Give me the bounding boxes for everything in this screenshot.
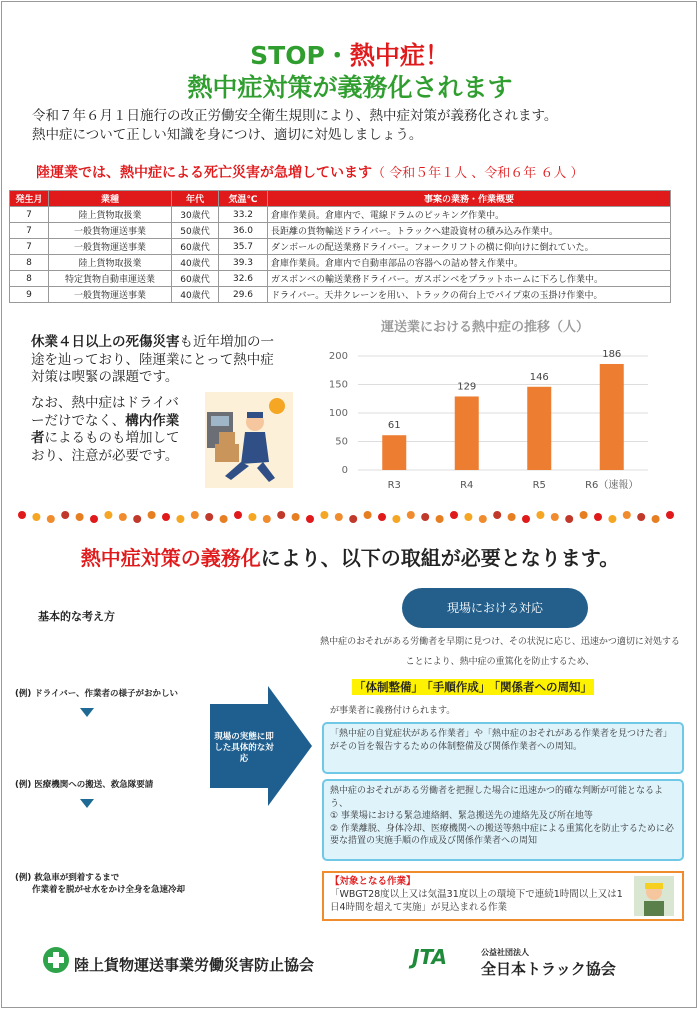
leaf-icon <box>47 515 55 523</box>
col-description: 事案の業務・作業概要 <box>268 191 671 207</box>
basic-approach-label: 基本的な考え方 <box>38 610 115 623</box>
leaf-icon <box>148 511 156 519</box>
leaf-icon <box>565 515 573 523</box>
onsite-response-pill: 現場における対応 <box>402 588 588 628</box>
table-row <box>10 239 671 255</box>
leaf-icon <box>407 511 415 519</box>
leaf-icon <box>450 511 458 519</box>
worker-photo-icon <box>634 876 674 916</box>
leaf-icon <box>637 513 645 521</box>
step-respond: 対処する <box>54 829 122 849</box>
leaf-icon <box>162 513 170 521</box>
injury-paragraph: 休業４日以上の死傷災害も近年増加の一途を辿っており、陸運業にとって熱中症対策は喫緊の課題です。 <box>31 334 274 385</box>
fatal-cases-table <box>9 190 671 303</box>
target-work-box: 【対象となる作業】 「WBGT28度以上又は気温31度以上の環境下で連続1時間以上又は1日4時間を超えて実施」が見込まれる作業 <box>322 871 684 921</box>
y-tick-label: 150 <box>328 379 348 391</box>
table-cell: 36.0 <box>219 223 268 239</box>
x-tick-label: R6（速報） <box>585 480 639 491</box>
data-label: 146 <box>529 371 549 383</box>
table-cell: 35.7 <box>219 239 268 255</box>
x-tick-label: R4 <box>460 480 474 491</box>
intro-text: 令和７年６月１日施行の改正労働安全衛生規則により、熱中症対策が義務化されます。 熱中症について正しい知識を身につけ、適切に対処しましょう。 <box>32 108 558 143</box>
response-text: 熱中症のおそれがある労働者を早期に見つけ、その状況に応じ、迅速かつ適切に対処することにより、熱中症の重篤化を防止するため、 <box>320 637 680 667</box>
leaf-icon <box>234 511 242 519</box>
section-title: 熱中症対策の義務化により、以下の取組が必要となります。 <box>80 546 620 570</box>
leaf-icon <box>594 513 602 521</box>
table-row <box>10 255 671 271</box>
leaf-icon <box>191 511 199 519</box>
table-cell: ダンボールの配送業務ドライバー。フォークリフトの横に仰向けに倒れていた。 <box>268 239 671 255</box>
leaf-icon <box>608 515 616 523</box>
leaf-icon <box>364 511 372 519</box>
table-cell: ドライバー。天井クレーンを用い、トラックの荷台上でパイプ束の玉掛け作業中。 <box>268 287 671 303</box>
leaf-icon <box>652 515 660 523</box>
bar-R3 <box>382 435 406 470</box>
leaf-icon <box>76 513 84 521</box>
step-find: 見つける <box>54 651 122 671</box>
leaf-icon <box>32 513 40 521</box>
table-cell: 陸上貨物取扱業 <box>49 207 172 223</box>
bar-R5 <box>527 387 551 470</box>
table-cell: 32.6 <box>219 271 268 287</box>
col-age: 年代 <box>172 191 219 207</box>
table-cell: 50歳代 <box>172 223 219 239</box>
col-industry: 業種 <box>49 191 172 207</box>
leaf-icon <box>349 515 357 523</box>
procedure-box: 熱中症のおそれがある労働者を把握した場合に迅速かつ的確な判断が可能となるよう、 ① 事業場における緊急連絡網、緊急搬送先の連絡先及び所在地等 ② 作業離脱、身体冷却、医療機関への搬送等熱中症による重篤化を防止するために必要な措置の実施手順の作成及び関係作業者への周知 <box>322 779 684 861</box>
heatstroke-worker-illustration <box>205 392 293 488</box>
leaf-icon <box>320 511 328 519</box>
table-cell: 7 <box>10 223 49 239</box>
table-cell: 一般貨物運送事業 <box>49 223 172 239</box>
leaf-icon <box>220 515 228 523</box>
y-tick-label: 0 <box>341 465 348 476</box>
table-cell: 30歳代 <box>172 207 219 223</box>
duty-text: が事業者に義務付けられます。 <box>330 706 456 716</box>
table-row <box>10 223 671 239</box>
table-row <box>10 287 671 303</box>
table-cell: 一般貨物運送事業 <box>49 287 172 303</box>
table-cell: 長距離の貨物輸送ドライバー。トラックへ建設資材の積み込み作業中。 <box>268 223 671 239</box>
fatal-increase-heading: 陸運業では、熱中症による死亡災害が急増しています（ 令和５年１人 、令和６年 ６人 ） <box>36 165 584 181</box>
y-tick-label: 100 <box>328 408 348 419</box>
chart-title: 運送業における熱中症の推移（人） <box>380 320 589 335</box>
leaf-icon <box>90 515 98 523</box>
duty-keywords: 「体制整備」 「手順作成」 「関係者への周知」 <box>354 680 592 694</box>
leaf-icon <box>119 513 127 521</box>
table-cell: 60歳代 <box>172 271 219 287</box>
leaf-icon <box>464 513 472 521</box>
table-cell: 39.3 <box>219 255 268 271</box>
table-cell: 8 <box>10 271 49 287</box>
table-cell: 7 <box>10 207 49 223</box>
leaf-icon <box>436 515 444 523</box>
rikusai-logo-icon <box>42 946 70 974</box>
table-cell: 33.2 <box>219 207 268 223</box>
autumn-leaves-divider <box>14 508 686 526</box>
table-cell: 60歳代 <box>172 239 219 255</box>
leaf-icon <box>205 513 213 521</box>
bar-R6（速報） <box>600 364 624 470</box>
leaf-icon <box>551 513 559 521</box>
table-cell: 40歳代 <box>172 287 219 303</box>
table-cell: ガスボンベの輸送業務ドライバー。ガスボンベをプラットホームに下ろし作業中。 <box>268 271 671 287</box>
leaf-icon <box>61 511 69 519</box>
leaf-icon <box>335 513 343 521</box>
down-arrow-2 <box>80 799 94 808</box>
table-cell: 陸上貨物取扱業 <box>49 255 172 271</box>
leaf-icon <box>263 515 271 523</box>
leaf-icon <box>18 511 26 519</box>
data-label: 61 <box>387 420 401 432</box>
y-tick-label: 50 <box>335 436 348 448</box>
table-cell: 一般貨物運送事業 <box>49 239 172 255</box>
col-month: 発生月 <box>10 191 49 207</box>
table-cell: 7 <box>10 239 49 255</box>
leaf-icon <box>277 511 285 519</box>
leaf-icon <box>421 513 429 521</box>
yard-worker-paragraph: なお、熱中症はドライバーだけでなく、構内作業者によるものも増加しており、注意が必要です。 <box>31 395 180 464</box>
leaf-icon <box>479 515 487 523</box>
leaf-icon <box>133 515 141 523</box>
down-arrow-1 <box>80 708 94 717</box>
leaf-icon <box>176 515 184 523</box>
leaf-icon <box>392 515 400 523</box>
leaf-icon <box>623 511 631 519</box>
step-judge-example: (例) 医療機関への搬送、救急隊要請 <box>15 780 154 790</box>
table-cell: 9 <box>10 287 49 303</box>
data-label: 186 <box>602 348 622 360</box>
leaf-icon <box>508 513 516 521</box>
org-jta: 公益社団法人 全日本トラック協会 <box>481 948 616 978</box>
col-temp: 気温℃ <box>219 191 268 207</box>
leaf-icon <box>493 511 501 519</box>
table-cell: 40歳代 <box>172 255 219 271</box>
leaf-icon <box>666 511 674 519</box>
y-tick-label: 200 <box>328 351 348 362</box>
leaf-icon <box>536 511 544 519</box>
table-cell: 倉庫作業員。倉庫内で自動車部品の容器への詰め替え作業中。 <box>268 255 671 271</box>
x-tick-label: R5 <box>532 480 546 491</box>
org-rikusai: 陸上貨物運送事業労働災害防止協会 <box>74 956 315 974</box>
table-row <box>10 207 671 223</box>
table-cell: 8 <box>10 255 49 271</box>
heatstroke-bar-chart <box>318 338 658 498</box>
bar-R4 <box>455 396 479 470</box>
leaf-icon <box>104 511 112 519</box>
leaf-icon <box>292 513 300 521</box>
arrow-text: 現場の実態に即した具体的な対応 <box>214 732 274 764</box>
leaf-icon <box>248 513 256 521</box>
system-box: 「熱中症の自覚症状がある作業者」や「熱中症のおそれがある作業者を見つけた者」がその旨を報告するための体制整備及び関係作業者への周知。 <box>322 722 684 774</box>
step-judge: 判断する <box>54 740 122 760</box>
table-cell: 特定貨物自動車運送業 <box>49 271 172 287</box>
leaf-icon <box>378 513 386 521</box>
title-line2: 熱中症対策が義務化されます <box>187 73 513 102</box>
jta-logo: JTA <box>412 945 448 969</box>
step-find-example: (例) ドライバー、作業者の様子がおかしい <box>15 689 178 699</box>
step-respond-example: (例) 救急車が到着するまで 作業着を脱がせ水をかけ全身を急速冷却 <box>15 873 186 895</box>
leaf-icon <box>580 511 588 519</box>
leaf-icon <box>522 515 530 523</box>
table-cell: 29.6 <box>219 287 268 303</box>
leaf-icon <box>306 515 314 523</box>
title-line1: STOP・熱中症！ <box>250 41 450 70</box>
table-row <box>10 271 671 287</box>
table-cell: 倉庫作業員。倉庫内で、電線ドラムのピッキング作業中。 <box>268 207 671 223</box>
data-label: 129 <box>457 381 477 393</box>
x-tick-label: R3 <box>387 480 401 491</box>
